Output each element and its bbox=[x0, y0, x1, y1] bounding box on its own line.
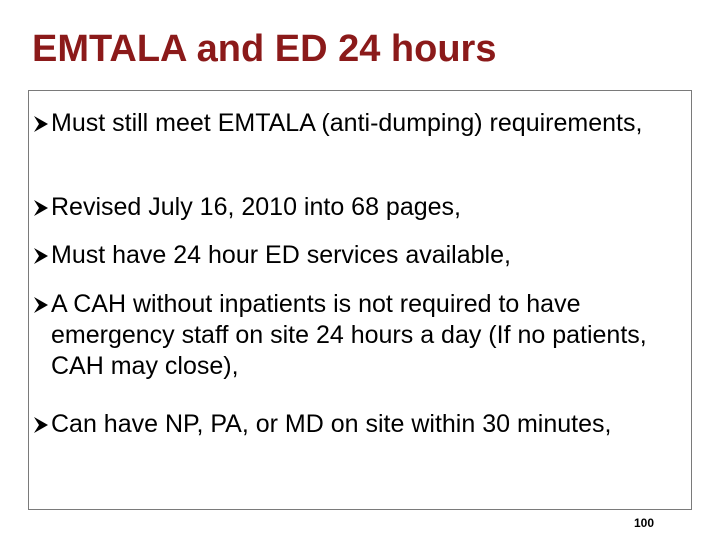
content-box bbox=[28, 90, 692, 510]
bullet-text: A CAH without inpatients is not required to have emergency staff on site 24 hours a day (If no patients, CAH may close), bbox=[51, 290, 647, 380]
bullet-text: Can have NP, PA, or MD on site within 30 minutes, bbox=[51, 410, 612, 438]
bullet-item bbox=[29, 409, 683, 440]
bullet-item bbox=[29, 192, 683, 223]
arrow-bullet-icon bbox=[32, 246, 50, 266]
bullet-item bbox=[29, 289, 683, 382]
arrow-bullet-icon bbox=[32, 415, 50, 435]
arrow-bullet-icon bbox=[32, 114, 50, 134]
bullet-item bbox=[29, 240, 683, 271]
page-number: 100 bbox=[634, 516, 655, 530]
bullet-text: Revised July 16, 2010 into 68 pages, bbox=[51, 193, 461, 221]
arrow-bullet-icon bbox=[32, 295, 50, 315]
bullet-text: Must still meet EMTALA (anti-dumping) requirements, bbox=[51, 109, 643, 137]
slide-title: EMTALA and ED 24 hours bbox=[32, 28, 497, 70]
bullet-item bbox=[29, 108, 683, 139]
bullet-text: Must have 24 hour ED services available, bbox=[51, 241, 511, 269]
arrow-bullet-icon bbox=[32, 198, 50, 218]
